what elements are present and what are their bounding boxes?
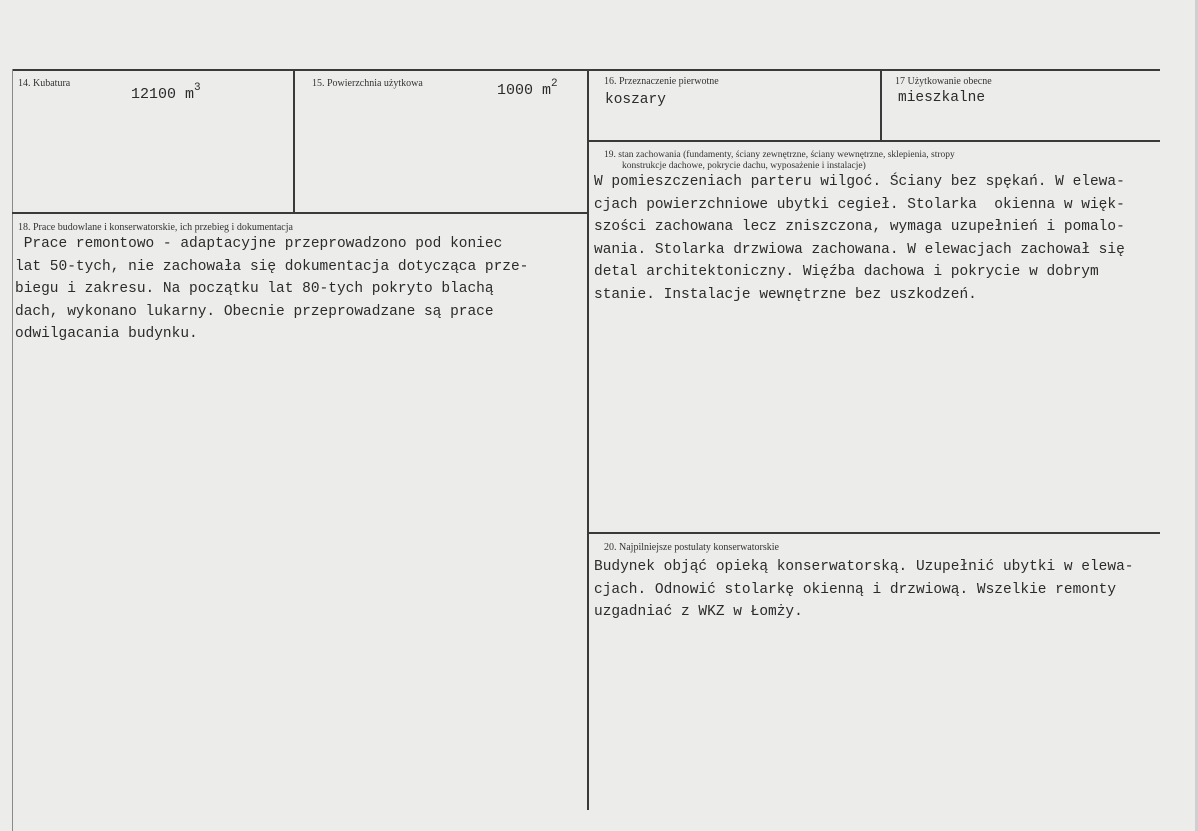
field-19-line: detal architektoniczny. Więźba dachowa i pokrycie w dobrym [594,264,1099,280]
top-rule [12,69,1160,71]
field-16-label: 16. Przeznaczenie pierwotne [604,76,719,87]
left-border [12,69,13,831]
field-14-value [131,84,201,107]
field-14-number: 12100 m [131,86,195,103]
field-20-label: 20. Najpilniejsze postulaty konserwatorskie [604,542,779,553]
rule-below-16-17 [588,140,1160,142]
field-14-unit-superscript: 3 [194,82,201,94]
field-19-line: wania. Stolarka drzwiowa zachowana. W elewacjach zachował się [594,241,1125,258]
divider-main [587,70,589,810]
field-19-line: cjach powierzchniowe ubytki cegieł. Stolarka okienna w więk- [594,196,1125,213]
field-18-line: biegu i zakresu. Na początku lat 80-tych pokryto blachą [15,281,494,297]
field-18-line: odwilgacania budynku. [15,326,198,342]
field-15-value [497,80,558,103]
field-18-line: Prace remontowo - adaptacyjne przeprowadzono pod koniec [15,236,503,252]
field-19-label-line2: konstrukcje dachowe, pokrycie dachu, wyposażenie i instalacje) [622,161,866,171]
field-19-label-line1: 19. stan zachowania (fundamenty, ściany zewnętrzne, ściany wewnętrzne, sklepienia, stropy [604,150,955,160]
field-18-label: 18. Prace budowlane i konserwatorskie, ich przebieg i dokumentacja [18,222,293,233]
field-19-line: szości zachowana lecz zniszczona, wymaga uzupełnień i pomalo- [594,219,1125,235]
field-16-value: koszary [605,92,666,108]
field-19-line: stanie. Instalacje wewnętrzne bez uszkodzeń. [594,286,977,303]
field-17-value: mieszkalne [898,90,986,106]
field-19-line: W pomieszczeniach parteru wilgoć. Ściany bez spękań. W elewa- [594,174,1125,190]
rule-below-19 [588,532,1160,534]
field-20-line: uzgadniać z WKZ w Łomży. [594,604,803,620]
field-18-line: dach, wykonano lukarny. Obecnie przeprowadzane są prace [15,303,494,320]
field-20-line: Budynek objąć opieką konserwatorską. Uzupełnić ubytki w elewa- [594,559,1134,575]
field-18-text [15,233,528,346]
field-15-label: 15. Powierzchnia użytkowa [312,78,423,89]
field-17-label: 17 Użytkowanie obecne [895,76,992,87]
rule-below-14-15 [12,212,588,214]
field-15-number: 1000 m [497,82,552,99]
field-20-line: cjach. Odnowić stolarkę okienną i drzwiową. Wszelkie remonty [594,581,1117,598]
divider-14-15 [293,70,295,212]
field-14-label: 14. Kubatura [18,78,71,89]
field-18-line: lat 50-tych, nie zachowała się dokumentacja dotycząca prze- [15,258,529,275]
field-15-unit-superscript: 2 [551,78,558,90]
field-20-text [594,556,1134,624]
divider-16-17 [880,70,882,140]
field-19-text [594,171,1125,306]
